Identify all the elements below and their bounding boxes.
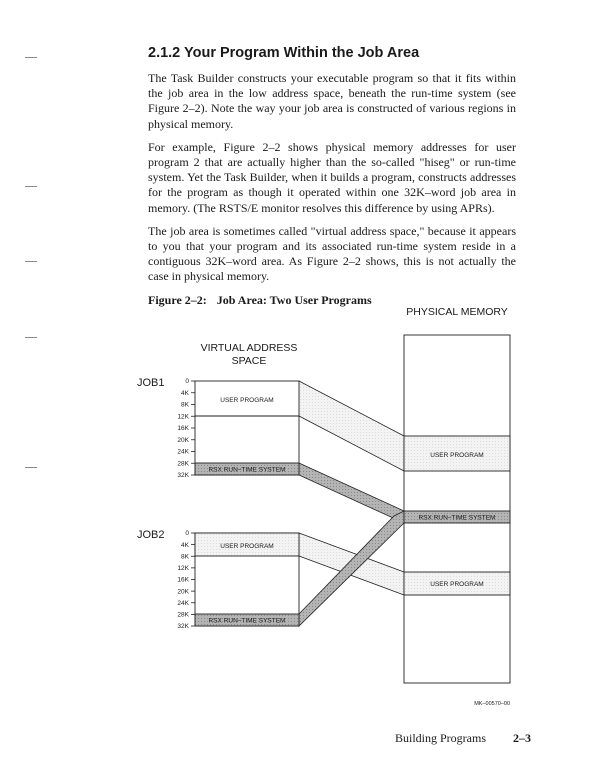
figure-number: Figure 2–2: (148, 292, 207, 307)
axis-tick-label: 12K (177, 565, 189, 573)
axis-tick-label: 4K (181, 541, 189, 549)
physical-user-program-1-label: USER PROGRAM (430, 452, 484, 459)
figure-code: MK–00570–00 (474, 701, 510, 707)
axis-tick-label: 12K (177, 413, 189, 421)
axis-tick-label: 16K (177, 576, 189, 584)
job2-label: JOB2 (137, 529, 165, 541)
job1-runtime-band (299, 463, 404, 523)
axis-tick-label: 4K (181, 389, 189, 397)
job1-axis (177, 378, 195, 479)
page-number: 2–3 (513, 731, 531, 745)
footer-title: Building Programs (395, 731, 487, 745)
job1-label: JOB1 (137, 377, 165, 389)
paragraph: For example, Figure 2–2 shows physical memory addresses for user program 2 that are actually higher than the so-called "hiseg" or run-time system. Yet the Task Builder, when it builds a program, constructs addresses for the program as though it operated within one 32K–word job area in memory. (The RSTS/E monitor resolves this difference by using APRs). (148, 139, 516, 215)
job1-user-band (299, 381, 404, 471)
axis-tick-label: 32K (177, 623, 189, 631)
job1-runtime-label: RSX RUN–TIME SYSTEM (208, 466, 286, 474)
virtual-label-line1: VIRTUAL ADDRESS (200, 342, 298, 354)
job2-runtime-label: RSX RUN–TIME SYSTEM (208, 617, 286, 625)
axis-tick-label: 20K (177, 436, 189, 444)
axis-tick-label: 8K (181, 401, 189, 409)
axis-tick-label: 32K (177, 472, 189, 480)
job1-user-program: USER PROGRAM (220, 397, 274, 404)
physical-label: PHYSICAL MEMORY (406, 306, 508, 318)
paragraph: The job area is sometimes called "virtual address space," because it appears to you that your program and its associated run-time system reside in a contiguous 32K–word area. As Figure 2–2 shows, this is not actually the case in physical memory. (148, 223, 516, 284)
axis-tick-label: 20K (177, 588, 189, 596)
section-heading: 2.1.2 Your Program Within the Job Area (148, 45, 420, 61)
job1-box (195, 381, 299, 475)
axis-tick-label: 8K (181, 553, 189, 561)
paragraph: The Task Builder constructs your executable program so that it fits within the job area in the low address space, beneath the run-time system (see Figure 2–2). Note the way your job area is constructed of various regions in physical memory. (148, 71, 516, 131)
figure-title: Job Area: Two User Programs (216, 292, 372, 307)
axis-tick-label: 0 (185, 530, 189, 538)
axis-tick-label: 0 (185, 378, 189, 386)
virtual-label-line2: SPACE (231, 355, 267, 367)
physical-runtime-label: RSX RUN–TIME SYSTEM (418, 514, 496, 522)
job2-axis (177, 530, 195, 630)
axis-tick-label: 24K (177, 599, 189, 607)
physical-memory-box (404, 335, 510, 683)
axis-tick-label: 28K (177, 611, 189, 619)
axis-tick-label: 28K (177, 460, 189, 468)
axis-tick-label: 16K (177, 425, 189, 433)
axis-tick-label: 24K (177, 448, 189, 456)
physical-user-program-2-label: USER PROGRAM (430, 581, 484, 588)
job2-user-program: USER PROGRAM (220, 543, 274, 550)
